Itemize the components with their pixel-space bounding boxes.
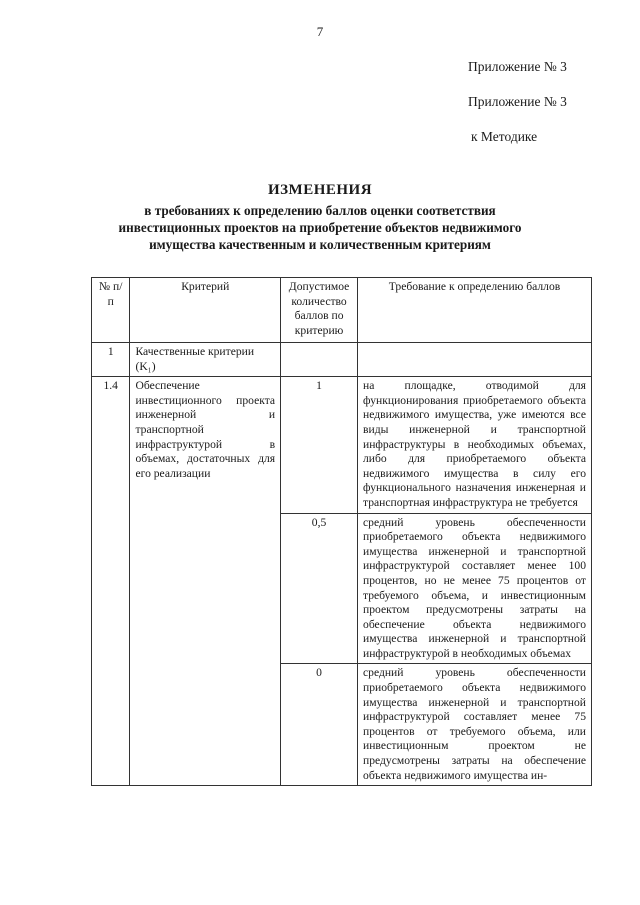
annex-label: Приложение № 3 [468, 59, 567, 74]
document-subtitle [0, 202, 640, 253]
subtitle-line: в требованиях к определению баллов оценки соответствия [144, 203, 496, 218]
item-number: 1.4 [92, 377, 130, 786]
option-points: 0 [281, 664, 358, 786]
table-row-section [92, 343, 592, 377]
header-criterion: Критерий [130, 278, 281, 343]
page-number: 7 [316, 24, 324, 39]
option-points: 0,5 [281, 513, 358, 664]
option-requirement: средний уровень обеспеченности приобретаемого объекта недвижимого имущества инженерной и транспортной инфраструктурой составляет менее 100 процентов, но не менее 75 процентов от требуемого объема, и инвестиционным проектом предусмотрены затраты на обеспечение объекта недвижимого имущества инженерной и транспортной инфраструктурой в необходимых объемах [358, 513, 592, 664]
document-title: ИЗМЕНЕНИЯ [267, 182, 373, 198]
header-requirement: Требование к определению баллов [358, 278, 592, 343]
table-header-row [92, 278, 592, 343]
option-points: 1 [281, 377, 358, 513]
section-criterion: Качественные критерии (K₁) [130, 343, 281, 377]
section-number: 1 [92, 343, 130, 377]
option-requirement: на площадке, отводимой для функционирования приобретаемого объекта недвижимого имущества, уже имеются все виды инженерной и транспортной инфраструктуры в необходимых объемах, либо для приобретаемого объекта недвижимого имущества в силу его функционального назначения инженерная и транспортная инфраструктура не требуется [358, 377, 592, 513]
document-title-block [0, 182, 640, 253]
section-requirement-empty [358, 343, 592, 377]
subtitle-line: имущества качественным и количественным критериям [149, 237, 491, 252]
annex-methodology-reference: к Методике [471, 129, 538, 144]
table-row [92, 377, 592, 513]
section-points-empty [281, 343, 358, 377]
annex-label-repeat: Приложение № 3 [468, 94, 567, 109]
header-points: Допустимое количество баллов по критерию [281, 278, 358, 343]
option-requirement: средний уровень обеспеченности приобретаемого объекта недвижимого имущества инженерной и транспортной инфраструктурой составляет менее 75 процентов от требуемого объема, или инвестиционным проектом не предусмотрены затраты на обеспечение объекта недвижимого имущества ин- [358, 664, 592, 786]
item-criterion: Обеспечение инвестиционного проекта инженерной и транспортной инфраструктурой в объемах, достаточных для его реализации [130, 377, 281, 786]
criteria-table [91, 277, 592, 786]
subtitle-line: инвестиционных проектов на приобретение объектов недвижимого [118, 220, 522, 235]
header-number: № п/п [92, 278, 130, 343]
